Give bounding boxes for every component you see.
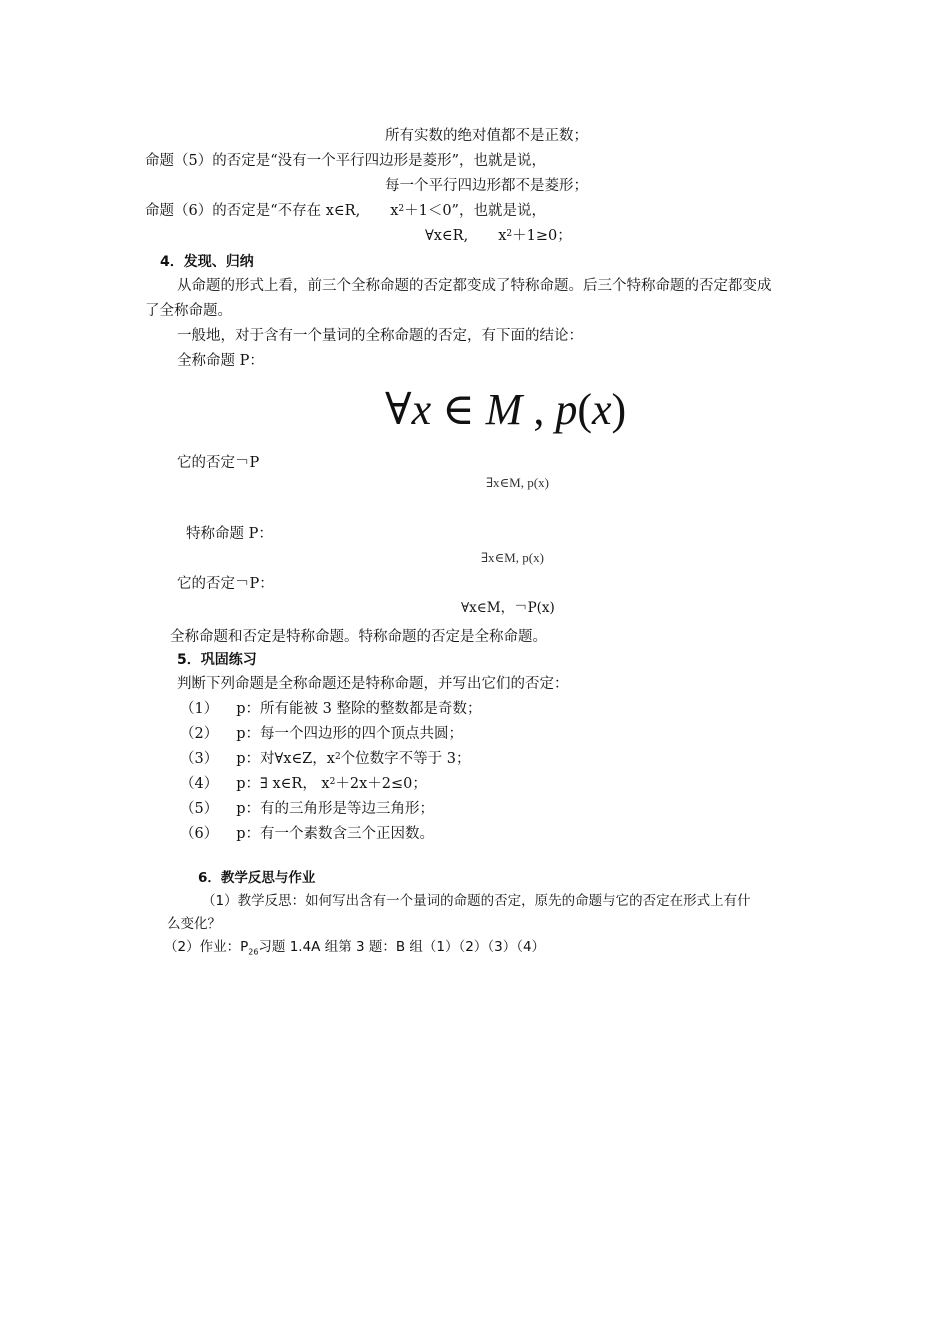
- element-of-symbol: ∈: [431, 385, 486, 434]
- section-6-reflection-a: （1）教学反思：如何写出含有一个量词的命题的否定，原先的命题与它的否定在形式上有什: [202, 893, 751, 909]
- negation-6-rest-exponent: 2: [506, 229, 513, 239]
- exercise-text: p：对∀x∈Z，x: [236, 751, 335, 767]
- universal-negation-formula: ∃x∈M, p(x): [486, 475, 549, 490]
- exercise-item: [180, 774, 427, 794]
- section-4-paragraph-2: 一般地，对于含有一个量词的全称命题的否定，有下面的结论：: [177, 328, 583, 344]
- exercise-item: [180, 799, 434, 819]
- exercise-number: （6）: [180, 826, 219, 842]
- section-5-intro: 判断下列命题是全称命题还是特称命题，并写出它们的否定：: [177, 676, 569, 692]
- negation-4-continuation: 所有实数的绝对值都不是正数；: [385, 128, 588, 144]
- universal-formula: [385, 386, 626, 434]
- existential-proposition-label: 特称命题 P：: [186, 526, 273, 542]
- exercise-number: （5）: [180, 801, 219, 817]
- section-6-reflection-b: 么变化？: [167, 916, 221, 932]
- section-4-title: 4．发现、归纳: [160, 254, 254, 270]
- homework-prefix: （2）作业：P: [164, 939, 249, 955]
- section-4-paragraph-1a: 从命题的形式上看，前三个全称命题的否定都变成了特称命题。后三个特称命题的否定都变成: [177, 278, 772, 294]
- exercise-item: [180, 749, 471, 769]
- universal-proposition-label: 全称命题 P：: [177, 353, 264, 369]
- negation-6-rest-x: x: [498, 228, 507, 244]
- negation-5-line: 命题（5）的否定是“没有一个平行四边形是菱形”，也就是说，: [145, 153, 547, 169]
- exercise-text: p：有的三角形是等边三角形；: [236, 801, 435, 817]
- formula-p: p: [555, 385, 578, 434]
- negation-5-continuation: 每一个平行四边形都不是菱形；: [385, 178, 588, 194]
- exercise-number: （3）: [180, 751, 219, 767]
- formula-x-arg: x: [591, 385, 612, 434]
- summary-line: 全称命题和否定是特称命题。特称命题的否定是全称命题。: [170, 629, 547, 645]
- exercise-text: p：有一个素数含三个正因数。: [236, 826, 435, 842]
- exercise-exponent: 2: [329, 777, 336, 787]
- homework-page-subscript: 26: [248, 947, 259, 957]
- exercise-text: p：所有能被 3 整除的整数都是奇数；: [236, 701, 482, 717]
- exercise-number: （2）: [180, 726, 219, 742]
- formula-comma: ,: [522, 385, 556, 434]
- homework-tail: 习题 1.4A 组第 3 题：B 组（1）（2）（3）（4）: [258, 939, 546, 955]
- exercise-item: [180, 699, 481, 719]
- universal-negation-label: 它的否定￢P: [177, 455, 260, 471]
- exercise-number: （4）: [180, 776, 219, 792]
- negation-6-prefix: 命题（6）的否定是“不存在 x∈R,: [145, 203, 361, 219]
- negation-6-exponent: 2: [398, 204, 405, 214]
- formula-lparen: (: [577, 385, 592, 434]
- formula-m: M: [485, 385, 523, 434]
- negation-6-x: x: [390, 203, 399, 219]
- formula-rparen: ): [611, 385, 627, 434]
- section-4-paragraph-1b: 了全称命题。: [145, 303, 232, 319]
- exercise-exponent: 2: [334, 752, 341, 762]
- exercise-number: （1）: [180, 701, 219, 717]
- negation-6-rest-prefix: ∀x∈R,: [425, 228, 469, 244]
- section-6-title: 6．教学反思与作业: [198, 870, 316, 886]
- negation-6-line: [145, 201, 546, 221]
- section-6-homework: [164, 937, 545, 963]
- negation-6-tail: ＋1＜0”，也就是说，: [404, 203, 546, 219]
- exercise-text-tail: ＋2x＋2≤0；: [335, 776, 427, 792]
- exercise-item: [180, 724, 463, 744]
- exercise-text-tail: 个位数字不等于 3；: [340, 751, 471, 767]
- existential-formula: ∃x∈M, p(x): [481, 550, 544, 565]
- existential-negation-formula: ∀x∈M，￢P(x): [461, 600, 555, 616]
- negation-6-rest-tail: ＋1≥0；: [512, 228, 572, 244]
- exercise-text: p：∃ x∈R， x: [236, 776, 330, 792]
- section-5-title: 5．巩固练习: [177, 652, 257, 668]
- existential-negation-label: 它的否定￢P：: [177, 576, 274, 592]
- exercise-text: p：每一个四边形的四个顶点共圆；: [236, 726, 464, 742]
- formula-x: x: [411, 385, 432, 434]
- exercise-item: [180, 824, 434, 844]
- forall-symbol: ∀: [385, 385, 412, 434]
- negation-6-continuation: [425, 226, 572, 246]
